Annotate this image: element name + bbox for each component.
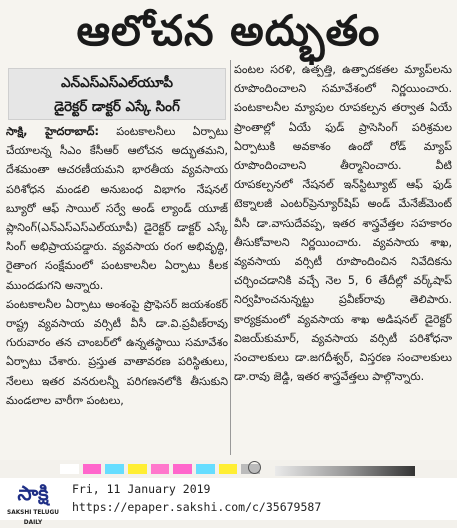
grayscale-strip (275, 466, 415, 476)
paragraph-3: పంటల సరళి, ఉత్పత్తి, ఉత్పాదకతల మ్యాప్‌లను రూపొందించాలని సమావేశంలో నిర్ణయించారు. పంటకాలనీల మ్యాపుల రూపకల్పన తర్వాత ఏయే ప్రాంతాల్లో ఏయే ఫుడ్ ప్రాసెసింగ్ పరిశ్రమల ఏర్పాటుకి అవకాశం ఉందో రోడ్ మ్యాప్ రూపొందించాలని తీర్మానించారు. వీటి రూపకల్పనలో నేషనల్ ఇన్‌స్టిట్యూట్ ఆఫ్ ఫుడ్ టెక్నాలజీ ఎంటర్‌ప్రెన్యూర్‌షిప్ అండ్ మేనేజ్‌మెంట్ వీసీ డా.వాసుదేవప్ప, ఇతర శాస్త్రవేత్తల సహకారం తీసుకోవాలని నిర్ణయించారు. వ్యవసాయ శాఖ, వ్యవసాయ వర్సిటీ రూపొందించిన నివేదికను చర్చించడానికి వచ్చే నెల 5, 6 తేదీల్లో వర్క్‌షాప్ నిర్వహించనున్నట్టు ప్రవీణ్‌రావు తెలిపారు. కార్యక్రమంలో వ్యవసాయ శాఖ అడిషనల్ డైరెక్టర్ విజయ్‌కుమార్, వ్యవసాయ వర్సిటీ పరిశోధనా సంచాలకులు డా.జగదీశ్వర్, విస్తరణ సంచాలకులు డా.రావు జెడ్డి, ఇతర శాస్త్రవేత్తలు పాల్గొన్నారు. (234, 63, 452, 384)
article-column-right (234, 60, 452, 455)
color-swatch (83, 464, 102, 474)
headline: ఆలోచన అద్భుతం (76, 6, 381, 55)
publication-date: Fri, 11 January 2019 (72, 482, 211, 496)
article-column-left (6, 122, 228, 452)
paragraph-1 (6, 122, 228, 295)
footer-meta (72, 480, 321, 516)
paragraph-2: పంటకాలనీల ఏర్పాటు అంశంపై ప్రొఫెసర్ జయశంకర్ రాష్ట్ర వ్యవసాయ వర్సిటీ వీసీ డా.వి.ప్రవీణ్‌రావు గురువారం తన చాంబర్‌లో ఉన్నతస్థాయి సమావేశం ఏర్పాటు చేశారు. ప్రస్తుత వాతావరణ పరిస్థితులు, నేలలు ఇతర వనరులన్నీ పరిగణనలోకి తీసుకుని మండలాల వారీగా పంటలు, (6, 297, 228, 407)
column-divider (230, 60, 231, 455)
color-swatch (219, 464, 238, 474)
color-swatch (105, 464, 124, 474)
epaper-url[interactable]: https://epaper.sakshi.com/c/35679587 (72, 500, 322, 514)
subhead-line-2: డైరెక్టర్ డాక్టర్ ఎస్కే సింగ్ (54, 99, 180, 115)
color-swatch (128, 464, 147, 474)
dateline: సాక్షి, హైదరాబాద్: (6, 125, 99, 138)
color-swatch (60, 464, 79, 474)
paragraph-1-text: పంటకాలనీలు ఏర్పాటు చేయాలన్న సీఎం కేసీఆర్ ఆలోచన అద్భుతమని, దేశమంతా ఆచరణీయమని భారతీయ వ్యవసాయ పరిశోధన మండలి అనుబంధ విభాగం నేషనల్ బ్యూరో ఆఫ్ సాయిల్ సర్వే అండ్ ల్యాండ్ యూజ్ ప్లానింగ్(ఎన్ఎస్ఎస్ఎల్‌యూపీ) డైరెక్టర్ డాక్టర్ ఎస్కే సింగ్ అభిప్రాయపడ్డారు. వ్యవసాయ రంగ అభివృద్ధి, రైతాంగ సంక్షేమంలో పంటకాలనీల ఏర్పాటు కీలక ముందడుగని అన్నారు. (6, 125, 228, 292)
sakshi-logo[interactable] (2, 480, 64, 526)
subhead-line-1: ఎన్ఎస్ఎస్ఎల్‌యూపీ (61, 75, 173, 91)
registration-mark-icon (248, 461, 261, 474)
sakshi-logo-caption: SAKSHI TELUGU DAILY (7, 510, 59, 526)
color-swatch (151, 464, 170, 474)
sakshi-logo-mark: సాక్షి (17, 481, 49, 505)
color-swatch (173, 464, 192, 474)
epaper-footer (0, 478, 457, 526)
subhead (8, 68, 226, 120)
color-swatch (196, 464, 215, 474)
color-registration-bar (60, 464, 260, 478)
